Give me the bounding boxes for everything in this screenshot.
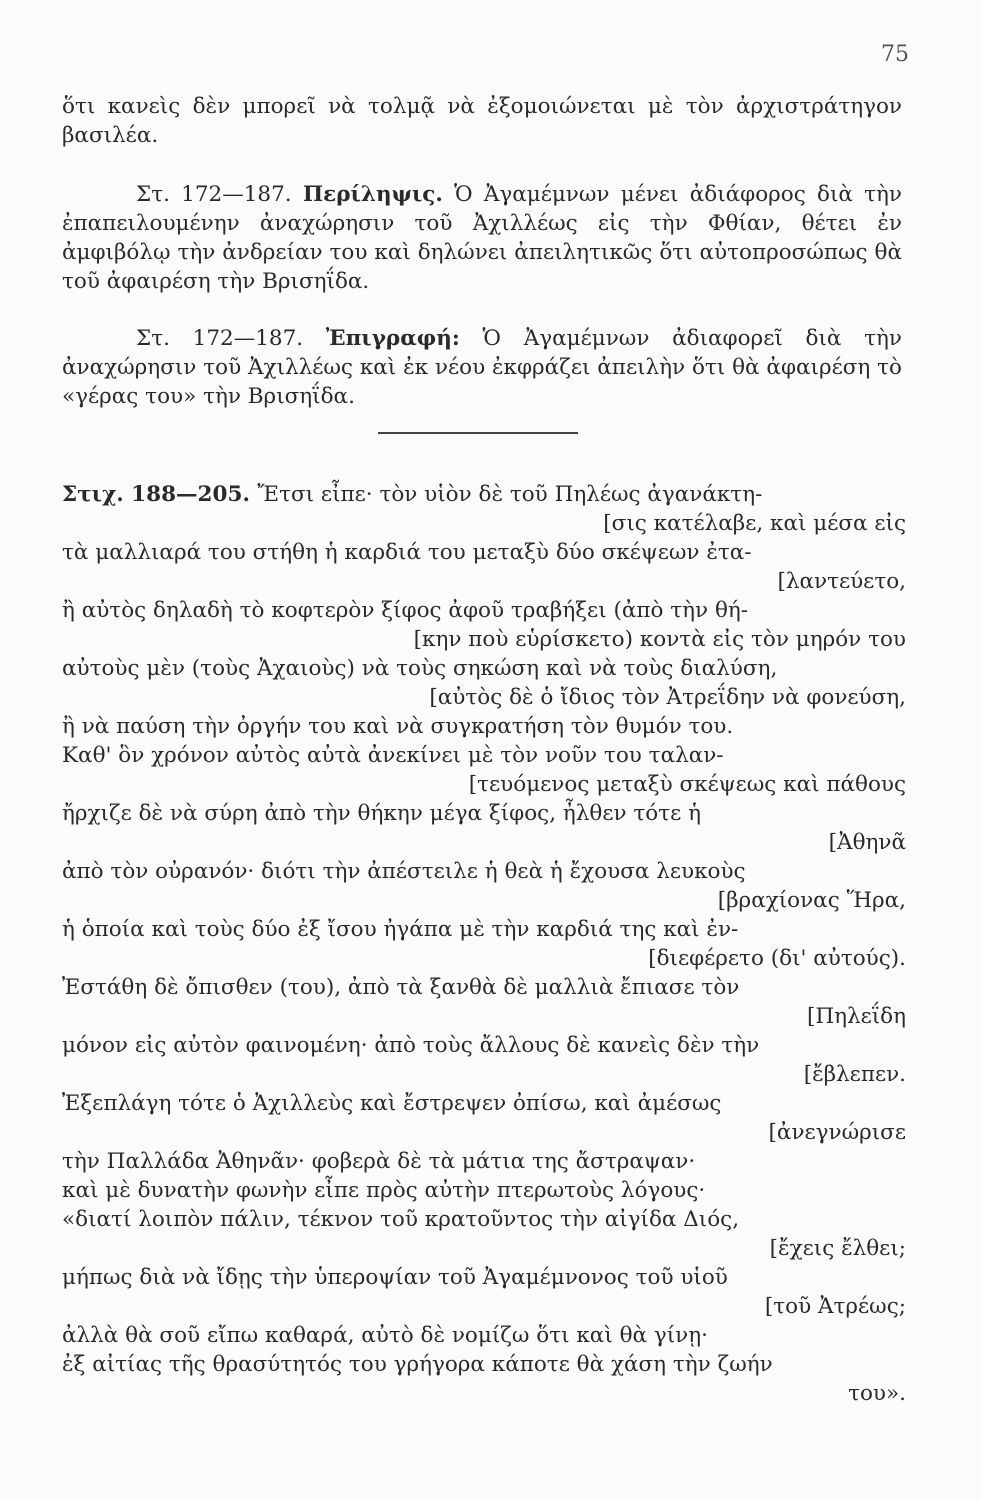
verse-text: [ἔβλεπεν. [803,1062,906,1087]
verse-text: ἢ νὰ παύση τὴν ὀργήν του καὶ νὰ συγκρατήση τὸν θυμόν του. [62,714,734,739]
verse-text: [ἀνεγνώρισε [768,1120,906,1145]
verse-text: του». [848,1381,906,1406]
verse-text: Ἔτσι εἶπε· τὸν υἱὸν δὲ τοῦ Πηλέως ἀγανάκτη- [257,482,763,507]
verse-line [62,973,912,1002]
verse-text: Καθ' ὃν χρόνον αὐτὸς αὐτὰ ἀνεκίνει μὲ τὸν νοῦν του ταλαν- [62,743,724,768]
verse-text: ἀπὸ τὸν οὐρανόν· διότι τὴν ἀπέστειλε ἡ θεὰ ἡ ἔχουσα λευκοὺς [62,859,746,884]
verse-line [62,654,912,683]
verse-line [62,1089,912,1118]
intro-paragraph-1 [62,92,902,150]
summary-paragraph [62,180,902,296]
verse-text: Ἐξεπλάγη τότε ὁ Ἀχιλλεὺς καὶ ἔστρεψεν ὀπίσω, καὶ ἀμέσως [62,1091,722,1116]
inscription-ref: Στ. 172—187. [136,326,304,351]
verse-text: μόνον εἰς αὐτὸν φαινομένη· ἀπὸ τοὺς ἄλλους δὲ κανεὶς δὲν τὴν [62,1033,760,1058]
verse-line [62,915,912,944]
verse-continuation-line [62,1292,912,1321]
verse-text: Ἐστάθη δὲ ὄπισθεν (του), ἀπὸ τὰ ξανθὰ δὲ μαλλιὰ ἔπιασε τὸν [62,975,740,1000]
verse-text: [βραχίονας Ἥρα, [717,888,906,913]
verse-text: [σις κατέλαβε, καὶ μέσα εἰς [603,511,906,536]
verse-text: τὰ μαλλιαρά του στήθη ἡ καρδιά του μεταξὺ δύο σκέψεων ἐτα- [62,540,752,565]
verse-continuation-line [62,886,912,915]
verse-text: ἡ ὁποία καὶ τοὺς δύο ἐξ ἴσου ἠγάπα μὲ τὴν καρδιά της καὶ ἐν- [62,917,739,942]
verse-text: [τευόμενος μεταξὺ σκέψεως καὶ πάθους [468,772,906,797]
verse-text: ἢ αὐτὸς δηλαδὴ τὸ κοφτερὸν ξίφος ἀφοῦ τραβήξει (ἀπὸ τὴν θή- [62,598,749,623]
summary-label: Περίληψις. [302,182,443,207]
verse-continuation-line [62,828,912,857]
verse-line [62,480,912,509]
verse-continuation-line [62,683,912,712]
verse-line [62,799,912,828]
verse-continuation-line [62,567,912,596]
summary-text: Ὁ Ἀγαμέμνων μένει ἀδιάφορος διὰ τὴν ἐπαπειλουμένην ἀναχώρησιν τοῦ Ἀχιλλέως εἰς τὴν Φθίαν, θέτει ἐν ἀμφιβόλῳ τὴν ἀνδρείαν του καὶ δηλώνει ἀπειλητικῶς ὅτι αὐτοπροσώπως θὰ τοῦ ἀφαιρέση τὴν Βρισηΐδα. [62,182,902,294]
verse-line [62,1205,912,1234]
verse-text: [ἔχεις ἔλθει; [769,1236,906,1261]
inscription-label: Ἐπιγραφή: [325,326,460,351]
verse-continuation-line [62,1379,912,1408]
inscription-paragraph [62,324,902,411]
verse-line [62,712,912,741]
verse-line [62,596,912,625]
inscription-text: Ὁ Ἀγαμέμνων ἀδιαφορεῖ διὰ τὴν ἀναχώρησιν τοῦ Ἀχιλλέως καὶ ἐκ νέου ἐκφράζει ἀπειλὴν ὅτι θὰ ἀφαιρέση τὸ «γέρας του» τὴν Βρισηΐδα. [62,326,902,409]
verse-text: [διεφέρετο (δι' αὐτούς). [648,946,906,971]
verse-text: [Ἀθηνᾶ [828,830,906,855]
verse-line [62,857,912,886]
page-number: 75 [881,42,909,67]
verse-continuation-line [62,944,912,973]
verse-line [62,1147,912,1176]
verse-text: τὴν Παλλάδα Ἀθηνᾶν· φοβερὰ δὲ τὰ μάτια της ἄστραψαν· [62,1149,696,1174]
verse-continuation-line [62,1060,912,1089]
intro-text-1: ὅτι κανεὶς δὲν μπορεῖ νὰ τολμᾷ νὰ ἐξομοιώνεται μὲ τὸν ἀρχιστράτηγον βασιλέα. [62,94,902,148]
verse-text: καὶ μὲ δυνατὴν φωνὴν εἶπε πρὸς αὐτὴν πτερωτοὺς λόγους· [62,1178,706,1203]
verse-line [62,1263,912,1292]
verse-text: ἀλλὰ θὰ σοῦ εἴπω καθαρά, αὐτὸ δὲ νομίζω ὅτι καὶ θὰ γίνῃ· [62,1323,708,1348]
verse-text: ἐξ αἰτίας τῆς θρασύτητός του γρήγορα κάποτε θὰ χάση τὴν ζωήν [62,1352,773,1377]
verse-continuation-line [62,1118,912,1147]
verse-continuation-line [62,509,912,538]
verse-ref: Στιχ. 188—205. [62,482,258,507]
verse-line [62,1350,912,1379]
verse-line [62,1321,912,1350]
verse-text: αὐτοὺς μὲν (τοὺς Ἀχαιοὺς) νὰ τοὺς σηκώση καὶ νὰ τοὺς διαλύση, [62,656,778,681]
verse-text: [τοῦ Ἀτρέως; [764,1294,906,1319]
verse-text: [αὐτὸς δὲ ὁ ἴδιος τὸν Ἀτρεΐδην νὰ φονεύση, [429,685,906,710]
verse-translation [62,480,912,1408]
section-divider [378,432,578,434]
verse-continuation-line [62,770,912,799]
verse-line [62,1176,912,1205]
verse-text: ἤρχιζε δὲ νὰ σύρη ἀπὸ τὴν θήκην μέγα ξίφος, ἦλθεν τότε ἡ [62,801,701,826]
verse-text: μήπως διὰ νὰ ἴδῃς τὴν ὑπεροψίαν τοῦ Ἀγαμέμνονος τοῦ υἱοῦ [62,1265,728,1290]
verse-continuation-line [62,625,912,654]
verse-line [62,741,912,770]
verse-text: [κην ποὺ εὑρίσκετο) κοντὰ εἰς τὸν μηρόν του [413,627,906,652]
verse-text: [λαντεύετο, [777,569,906,594]
verse-continuation-line [62,1002,912,1031]
verse-line [62,1031,912,1060]
verse-line [62,538,912,567]
summary-ref: Στ. 172—187. [136,182,292,207]
verse-text: [Πηλεΐδη [806,1004,906,1029]
verse-text: «διατί λοιπὸν πάλιν, τέκνον τοῦ κρατοῦντος τὴν αἰγίδα Διός, [62,1207,740,1232]
verse-continuation-line [62,1234,912,1263]
